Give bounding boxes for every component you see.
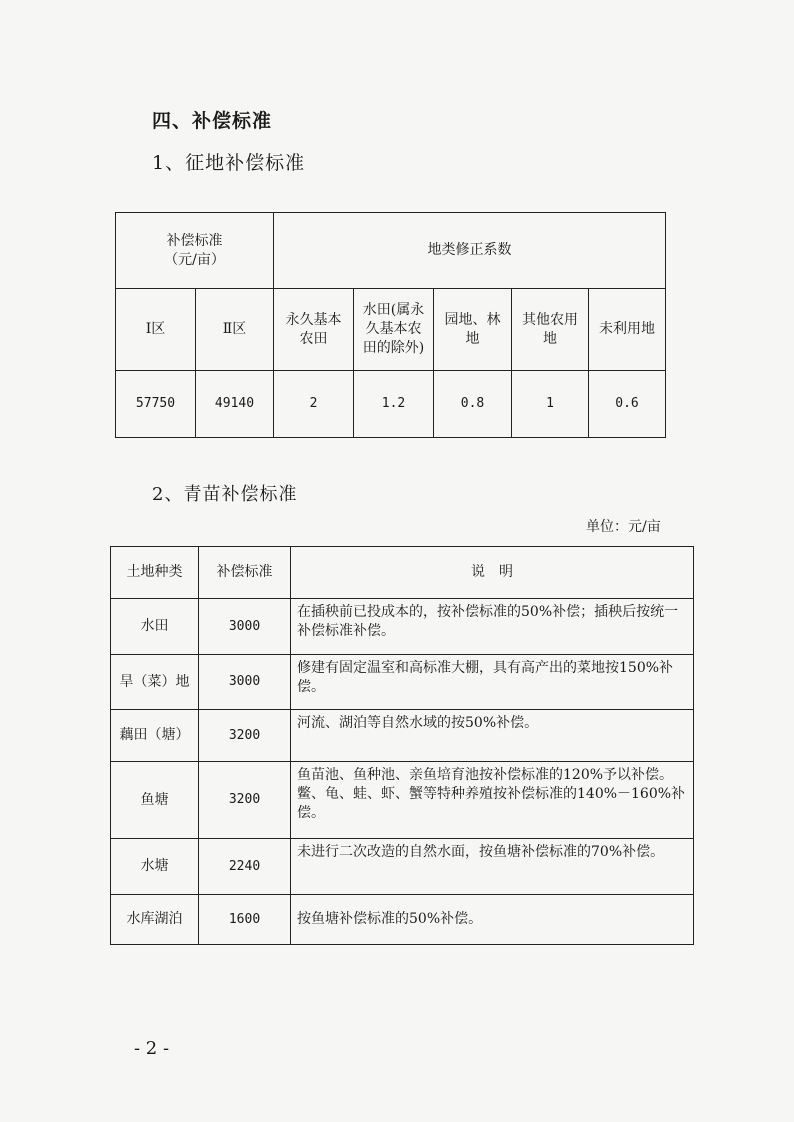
land-type: 水田 — [111, 599, 199, 655]
page-number: - 2 - — [134, 1038, 170, 1059]
value-zone-2: 49140 — [196, 371, 274, 438]
value-zone-1: 57750 — [116, 371, 196, 438]
land-compensation-table — [115, 212, 666, 438]
coef-value: 1 — [512, 371, 589, 438]
land-type: 旱（菜）地 — [111, 655, 199, 710]
header-standard: 补偿标准 （元/亩） — [116, 213, 274, 289]
standard-value: 1600 — [199, 895, 291, 945]
standard-value: 3200 — [199, 762, 291, 839]
standard-value: 3000 — [199, 599, 291, 655]
col-type: 永久基本农田 — [274, 289, 354, 371]
crop-compensation-title: 2、青苗补偿标准 — [152, 484, 298, 505]
note: 鱼苗池、鱼种池、亲鱼培育池按补偿标准的120%予以补偿。鳖、龟、蛙、虾、蟹等特种养殖按补偿标准的140%－160%补偿。 — [291, 762, 694, 839]
standard-value: 2240 — [199, 839, 291, 895]
section-title: 四、补偿标准 — [152, 110, 273, 132]
note: 在插秧前已投成本的，按补偿标准的50%补偿；插秧后按统一补偿标准补偿。 — [291, 599, 694, 655]
note: 河流、湖泊等自然水域的按50%补偿。 — [291, 710, 694, 762]
col-type: 其他农用地 — [512, 289, 589, 371]
coef-value: 0.8 — [434, 371, 512, 438]
note: 修建有固定温室和高标准大棚，具有高产出的菜地按150%补偿。 — [291, 655, 694, 710]
col-type: 未利用地 — [589, 289, 666, 371]
land-type: 藕田（塘） — [111, 710, 199, 762]
coef-value: 1.2 — [354, 371, 434, 438]
col-type: 水田(属永久基本农田的除外) — [354, 289, 434, 371]
note: 按鱼塘补偿标准的50%补偿。 — [291, 895, 694, 945]
land-type: 水塘 — [111, 839, 199, 895]
col-type: 园地、林地 — [434, 289, 512, 371]
standard-value: 3000 — [199, 655, 291, 710]
coef-value: 2 — [274, 371, 354, 438]
land-type: 鱼塘 — [111, 762, 199, 839]
header-land-type: 土地种类 — [111, 547, 199, 599]
land-compensation-title: 1、征地补偿标准 — [152, 152, 306, 174]
standard-value: 3200 — [199, 710, 291, 762]
header-note: 说 明 — [291, 547, 694, 599]
coef-value: 0.6 — [589, 371, 666, 438]
crop-compensation-table — [110, 546, 694, 945]
header-standard: 补偿标准 — [199, 547, 291, 599]
col-zone-1: Ⅰ区 — [116, 289, 196, 371]
note: 未进行二次改造的自然水面，按鱼塘补偿标准的70%补偿。 — [291, 839, 694, 895]
col-zone-2: Ⅱ区 — [196, 289, 274, 371]
land-type: 水库湖泊 — [111, 895, 199, 945]
unit-label: 单位：元/亩 — [586, 519, 661, 535]
header-coefficient: 地类修正系数 — [274, 213, 666, 289]
